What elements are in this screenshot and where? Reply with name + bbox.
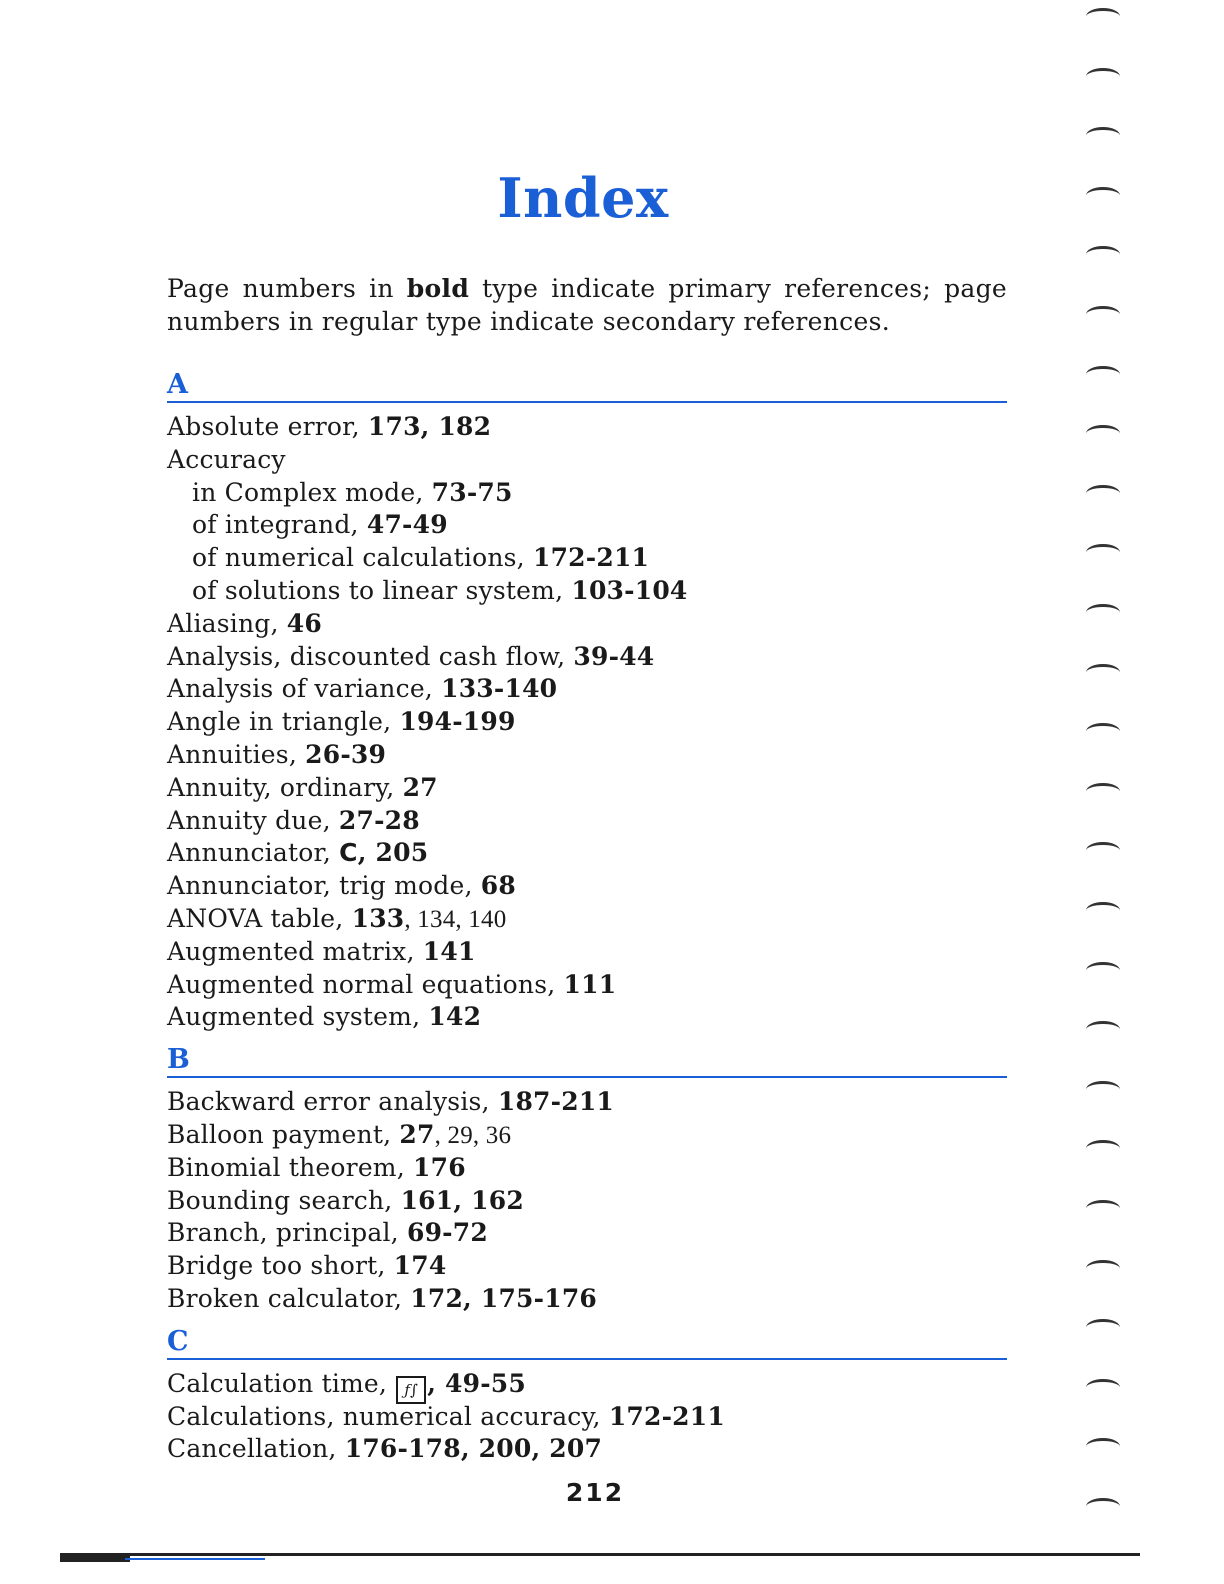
entry-term: Calculation time, [167, 1368, 396, 1398]
binding-ring [1086, 962, 1120, 979]
binding-ring [1086, 1379, 1120, 1396]
entry-term: of numerical calculations, [192, 543, 533, 573]
entry-primary-refs: 133-140 [441, 674, 558, 704]
entry-term: Accuracy [167, 444, 286, 474]
index-entry [167, 1119, 1007, 1152]
index-entry [167, 411, 1007, 444]
index-entry [167, 772, 1007, 805]
binding-ring [1086, 187, 1120, 204]
binding-ring [1086, 902, 1120, 919]
entry-primary-refs: 141 [422, 936, 476, 966]
entry-term: in Complex mode, [192, 477, 432, 507]
binding-ring [1086, 664, 1120, 681]
entry-term: Branch, principal, [167, 1218, 407, 1248]
entry-term: Annuity due, [167, 805, 339, 835]
bottom-edge-mark [60, 1556, 130, 1562]
entry-primary-refs: 46 [286, 608, 322, 638]
entry-primary-refs: 174 [393, 1251, 447, 1281]
entry-term: Bridge too short, [167, 1251, 394, 1281]
index-entry [167, 1086, 1007, 1119]
binding-ring [1086, 127, 1120, 144]
entry-term: Angle in triangle, [167, 707, 400, 737]
entry-primary-refs: 26-39 [305, 739, 387, 769]
intro-bold-word: bold [406, 274, 470, 303]
entry-term: Backward error analysis, [167, 1087, 498, 1117]
entry-primary-refs: 68 [480, 871, 516, 901]
entry-primary-refs: 27 [402, 772, 438, 802]
index-entry [167, 903, 1007, 936]
entry-primary-refs: 194-199 [399, 707, 516, 737]
binding-ring [1086, 842, 1120, 859]
page-title: Index [497, 166, 669, 230]
binding-ring [1086, 425, 1120, 442]
spiral-binding [1078, 0, 1138, 1584]
index-sections [167, 368, 1007, 1475]
entry-term: Absolute error, [167, 412, 368, 441]
entry-primary-refs: 73-75 [431, 477, 513, 507]
entry-term: Broken calculator, [167, 1283, 411, 1313]
binding-ring [1086, 8, 1120, 25]
index-entry [167, 870, 1007, 903]
index-entry-list [167, 1086, 1007, 1316]
entry-primary-refs: 103-104 [571, 575, 688, 605]
integrate-key-icon: ƒ∫ [396, 1376, 426, 1404]
binding-ring [1086, 246, 1120, 263]
entry-term: Aliasing, [167, 608, 287, 638]
binding-ring [1086, 1260, 1120, 1277]
entry-term: Calculations, numerical accuracy, [167, 1401, 609, 1431]
entry-term: of solutions to linear system, [192, 575, 572, 605]
bottom-edge-rule [60, 1553, 1140, 1556]
intro-after: type indicate primary references; page numbers in regular type indicate secondary references. [167, 274, 1007, 336]
index-entry [167, 805, 1007, 838]
index-entry-list [167, 411, 1007, 1034]
binding-ring [1086, 723, 1120, 740]
index-entry [167, 1401, 1007, 1434]
entry-term: Annuities, [167, 739, 306, 769]
binding-ring [1086, 366, 1120, 383]
index-subentry [167, 575, 1007, 608]
entry-primary-refs: 27-28 [338, 805, 420, 835]
index-entry [167, 1250, 1007, 1283]
index-entry [167, 1283, 1007, 1316]
entry-term: Balloon payment, [167, 1119, 400, 1149]
index-entry [167, 969, 1007, 1002]
binding-ring [1086, 604, 1120, 621]
index-entry [167, 837, 1007, 870]
complex-annunciator-symbol: C [339, 838, 358, 868]
entry-term: Cancellation, [167, 1434, 345, 1464]
entry-term: Analysis, discounted cash flow, [167, 641, 574, 671]
entry-primary-refs: 176-178, 200, 207 [344, 1434, 603, 1464]
entry-term: ANOVA table, [167, 903, 352, 933]
index-entry [167, 1433, 1007, 1466]
section-letter-b: B [167, 1043, 1007, 1078]
entry-primary-refs: 47-49 [366, 510, 448, 540]
binding-ring [1086, 1200, 1120, 1217]
binding-ring [1086, 1438, 1120, 1455]
entry-term: Binomial theorem, [167, 1152, 414, 1182]
entry-term: Bounding search, [167, 1185, 401, 1215]
binding-ring [1086, 783, 1120, 800]
index-entry [167, 1185, 1007, 1218]
index-entry [167, 1152, 1007, 1185]
entry-primary-refs: , 49-55 [427, 1368, 526, 1398]
entry-primary-refs: 172-211 [608, 1401, 725, 1431]
entry-primary-refs: 172, 175-176 [410, 1283, 598, 1313]
binding-ring [1086, 485, 1120, 502]
index-subentry [167, 477, 1007, 510]
index-entry [167, 936, 1007, 969]
binding-ring [1086, 68, 1120, 85]
index-entry [167, 444, 1007, 477]
entry-primary-refs: 173, 182 [367, 412, 492, 441]
entry-secondary-refs: , 29, 36 [434, 1121, 512, 1149]
entry-term: Analysis of variance, [167, 674, 442, 704]
section-letter-c: C [167, 1325, 1007, 1360]
entry-primary-refs: 27 [399, 1119, 435, 1149]
index-subentry [167, 542, 1007, 575]
entry-term: Augmented normal equations, [167, 969, 564, 999]
page-number: 212 [565, 1478, 625, 1507]
index-entry [167, 706, 1007, 739]
entry-primary-refs: 187-211 [497, 1087, 615, 1117]
bottom-edge-blue-line [125, 1558, 265, 1560]
index-subentry [167, 509, 1007, 542]
index-entry [167, 608, 1007, 641]
index-entry [167, 641, 1007, 674]
index-entry [167, 1001, 1007, 1034]
entry-term: of integrand, [192, 510, 367, 540]
entry-primary-refs: 172-211 [532, 543, 650, 573]
binding-ring [1086, 1319, 1120, 1336]
binding-ring [1086, 1140, 1120, 1157]
binding-ring [1086, 1021, 1120, 1038]
binding-ring [1086, 544, 1120, 561]
index-entry [167, 739, 1007, 772]
entry-primary-refs: 176 [413, 1152, 466, 1182]
entry-primary-refs: 39-44 [573, 641, 655, 671]
binding-ring [1086, 1498, 1120, 1515]
entry-primary-refs: 69-72 [406, 1218, 488, 1248]
entry-term: Augmented system, [167, 1002, 429, 1032]
entry-primary-refs: 142 [428, 1002, 482, 1032]
entry-primary-refs: 161, 162 [400, 1185, 524, 1215]
entry-primary-refs: 111 [563, 969, 617, 999]
entry-term: Augmented matrix, [167, 936, 423, 966]
intro-paragraph [167, 272, 1007, 338]
entry-term: Annuity, ordinary, [167, 772, 403, 802]
entry-primary-refs: 133 [351, 903, 405, 933]
index-entry-list [167, 1368, 1007, 1466]
intro-before: Page numbers in [167, 274, 407, 303]
index-entry [167, 1217, 1007, 1250]
binding-ring [1086, 306, 1120, 323]
section-letter-a: A [167, 368, 1007, 403]
entry-primary-refs: , 205 [357, 838, 429, 868]
entry-term: Annunciator, trig mode, [167, 871, 481, 901]
binding-ring [1086, 1081, 1120, 1098]
entry-secondary-refs: , 134, 140 [404, 905, 507, 933]
index-entry [167, 1368, 1007, 1401]
index-entry [167, 673, 1007, 706]
entry-term: Annunciator, [167, 838, 340, 868]
